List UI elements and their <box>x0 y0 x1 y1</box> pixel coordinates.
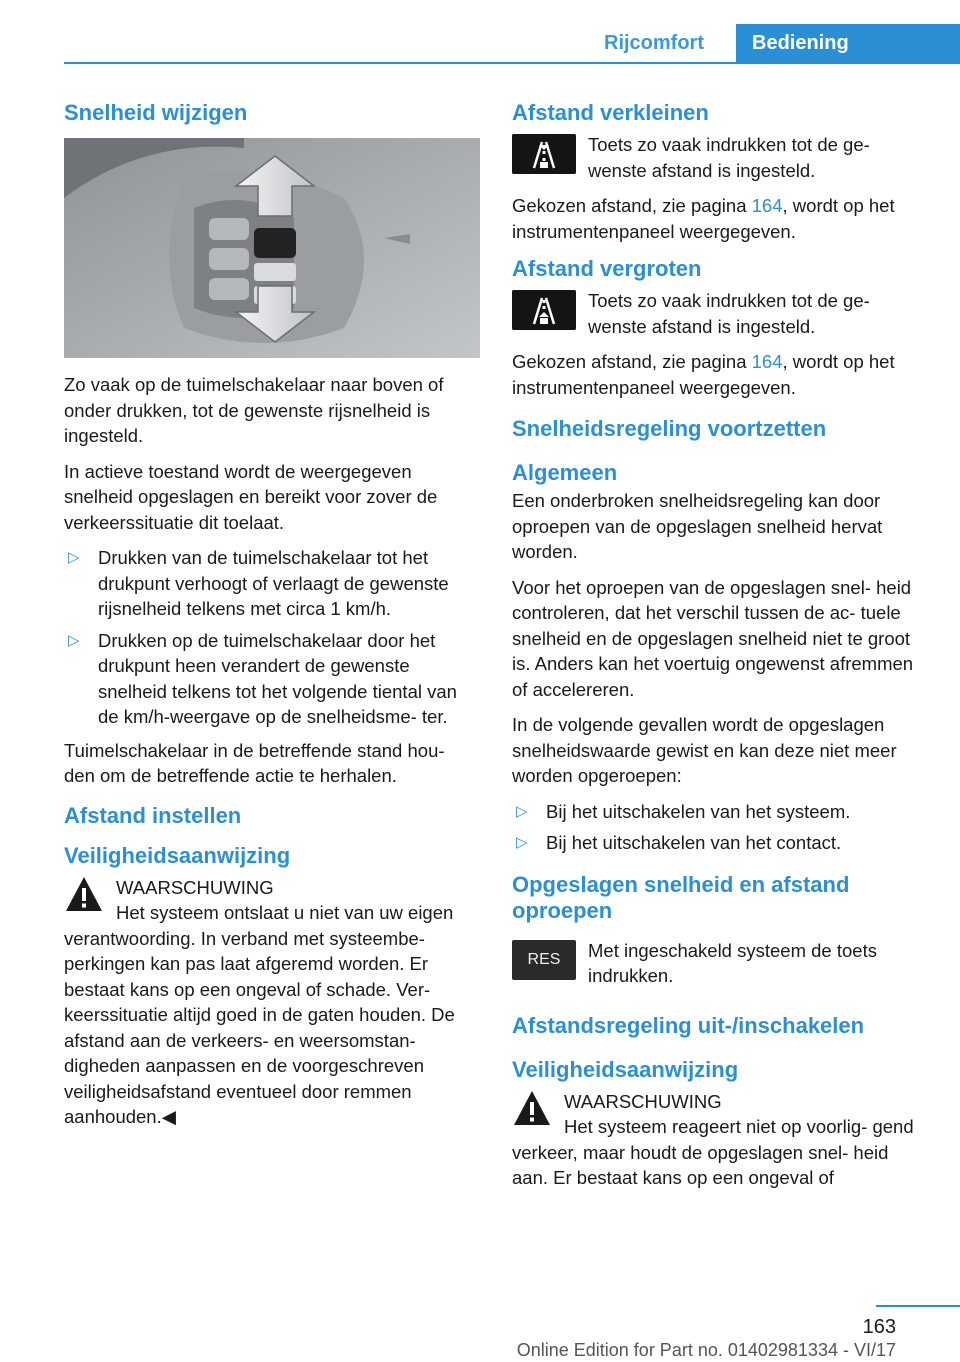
res-text: Met ingeschakeld systeem de toets indrukken. <box>588 939 877 986</box>
heading-snelheidsregeling-voortzetten: Snelheidsregeling voortzetten <box>512 416 827 441</box>
bullet-list-left <box>64 545 480 730</box>
warning-title: WAARSCHUWING <box>116 876 274 898</box>
steering-wheel-rocker-photo <box>64 138 480 358</box>
heading-algemeen: Algemeen <box>512 460 618 485</box>
distance-decrease-button-icon <box>512 134 576 174</box>
res-row <box>512 938 928 989</box>
heading-afstandsregeling-uit-inschakelen: Afstandsregeling uit-/inschakelen <box>512 1012 865 1038</box>
warning-icon <box>64 875 104 913</box>
heading-afstand-vergroten: Afstand vergroten <box>512 256 702 281</box>
page-link-164[interactable]: 164 <box>751 351 783 372</box>
list-item: ▷ Drukken van de tuimelschakelaar tot het drukpunt verhoogt of verlaagt de gewenste rijsnelheid telkens met circa 1 km/h. <box>68 547 449 619</box>
steering-wheel-illustration <box>64 138 480 358</box>
page-number: 163 <box>862 1316 896 1338</box>
warning-title: WAARSCHUWING <box>564 1090 722 1112</box>
vergroten-text: Toets zo vaak indrukken tot de ge‐ wenste afstand is ingesteld. <box>588 290 870 337</box>
paragraph-1: Zo vaak op de tuimelschakelaar naar boven of onder drukken, tot de gewenste rijsnelheid is ingesteld. <box>64 374 444 446</box>
algemeen-paragraph-2: Voor het oproepen van de opgeslagen snel‐ heid controleren, dat het verschil tussen de ac‐ tuele snelheid en de opgeslagen snelheid niet te groot is. Anders kan het voertuig ongewenst afremmen of accelereren. <box>512 576 914 700</box>
algemeen-paragraph-3: In de volgende gevallen wordt de opgeslagen snelheidswaarde gewist en kan deze niet meer worden opgeroepen: <box>512 714 897 786</box>
tab-rijcomfort[interactable]: Rijcomfort <box>604 32 704 54</box>
triangle-bullet-icon: ▷ <box>516 834 528 851</box>
heading-veiligheidsaanwijzing: Veiligheidsaanwijzing <box>64 842 291 868</box>
tab-bediening[interactable]: Bediening <box>736 24 960 62</box>
verkleinen-row <box>512 132 928 183</box>
warning-block <box>64 875 480 1130</box>
paragraph-2: In actieve toestand wordt de weergegeven snelheid opgeslagen en bereikt voor zover de verkeerssituatie dit toelaat. <box>64 460 438 533</box>
heading-opgeslagen-snelheid: Opgeslagen snelheid en afstand oproepen <box>512 871 850 923</box>
warning-text: Het systeem ontslaat u niet van uw eigen verantwoording. In verband met systeembe‐ perkingen kan pas laat afgeremd worden. Er bestaat kans op een ongeval of schade. Ver‐ keerssituatie altijd goed in de gaten houden. De afstand aan de verkeers- en weersomstan‐ digheden aanpassen en de voorgeschreven veiligheidsafstand eventueel door remmen aanhouden.◀ <box>64 902 455 1127</box>
list-item: ▷ Bij het uitschakelen van het contact. <box>512 830 928 856</box>
algemeen-paragraph-1: Een onderbroken snelheidsregeling kan door oproepen van de opgeslagen snelheid hervat worden. <box>512 490 883 562</box>
vergroten-row <box>512 288 928 339</box>
left-column <box>64 100 480 1140</box>
footer-rule <box>876 1305 960 1307</box>
triangle-bullet-icon: ▷ <box>68 549 80 566</box>
res-button: RES <box>512 940 576 980</box>
page-header <box>64 24 960 64</box>
bullet-list-right <box>512 799 928 856</box>
distance-increase-button-icon <box>512 290 576 330</box>
verkleinen-text: Toets zo vaak indrukken tot de ge‐ wenste afstand is ingesteld. <box>588 134 870 181</box>
paragraph-3: Tuimelschakelaar in de betreffende stand hou‐ den om de betreffende actie te herhalen. <box>64 739 445 786</box>
warning-icon <box>512 1089 552 1127</box>
warning-text: Het systeem reageert niet op voorlig‐ gend verkeer, maar houdt de opgeslagen snel‐ heid aan. Er bestaat kans op een ongeval of <box>512 1116 914 1188</box>
edition-footer: Online Edition for Part no. 01402981334 - VI/17 <box>516 1340 896 1360</box>
heading-afstand-instellen: Afstand instellen <box>64 802 242 828</box>
list-item: ▷ Bij het uitschakelen van het systeem. <box>512 799 928 825</box>
right-column <box>512 100 928 1201</box>
heading-veiligheidsaanwijzing-2: Veiligheidsaanwijzing <box>512 1056 739 1082</box>
gekozen-afstand-1: Gekozen afstand, zie pagina 164, wordt op het instrumentenpaneel weergegeven. <box>512 195 895 242</box>
triangle-bullet-icon: ▷ <box>516 802 528 820</box>
heading-afstand-verkleinen: Afstand verkleinen <box>512 100 709 125</box>
section-title-snelheid-wijzigen: Snelheid wijzigen <box>64 100 248 125</box>
page-link-164[interactable]: 164 <box>751 195 783 216</box>
triangle-bullet-icon: ▷ <box>68 631 80 649</box>
list-item: ▷ Drukken op de tuimelschakelaar door het drukpunt heen verandert de gewenste snelheid telkens tot het volgende tiental van de km/h-weergave op de snelheidsme‐ ter. <box>68 629 457 727</box>
gekozen-afstand-2: Gekozen afstand, zie pagina 164, wordt op het instrumentenpaneel weergegeven. <box>512 351 895 398</box>
warning-block-2 <box>512 1089 928 1191</box>
